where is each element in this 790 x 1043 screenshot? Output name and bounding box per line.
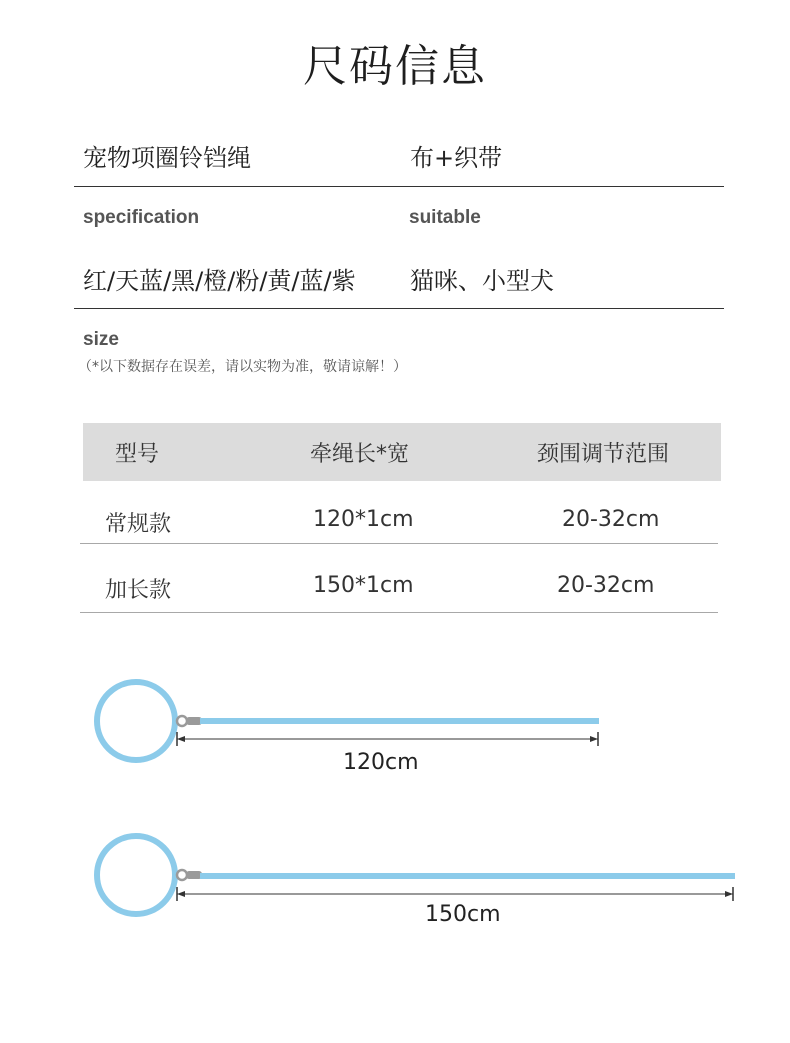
clip-icon <box>177 716 202 726</box>
header-leash-size: 牵绳长*宽 <box>310 442 410 467</box>
table-cell: 150*1cm <box>313 573 414 598</box>
header-model: 型号 <box>115 442 160 467</box>
length-label: 150cm <box>425 902 501 927</box>
table-cell: 20-32cm <box>557 573 655 598</box>
size-label: size <box>83 329 119 350</box>
leash-diagram-regular <box>0 660 790 800</box>
row-divider <box>80 543 718 544</box>
material-value: 布+织带 <box>410 144 503 172</box>
clip-icon <box>177 870 202 880</box>
product-name: 宠物项圈铃铛绳 <box>83 144 251 172</box>
length-label: 120cm <box>343 750 419 775</box>
row-divider <box>80 612 718 613</box>
divider <box>74 308 724 309</box>
suitable-value: 猫咪、小型犬 <box>410 267 554 295</box>
leash-diagram-long <box>0 815 790 955</box>
size-note: （*以下数据存在误差，请以实物为准，敬请谅解！） <box>78 359 407 375</box>
table-cell: 常规款 <box>105 512 172 537</box>
table-cell: 20-32cm <box>562 507 660 532</box>
colors-value: 红/天蓝/黑/橙/粉/黄/蓝/紫 <box>83 267 356 295</box>
header-neck-range: 颈围调节范围 <box>537 442 670 467</box>
divider <box>74 186 724 187</box>
table-cell: 120*1cm <box>313 507 414 532</box>
spec-label: specification <box>83 207 200 228</box>
suitable-label: suitable <box>409 207 481 228</box>
page-title: 尺码信息 <box>303 41 487 92</box>
table-cell: 加长款 <box>105 578 172 603</box>
